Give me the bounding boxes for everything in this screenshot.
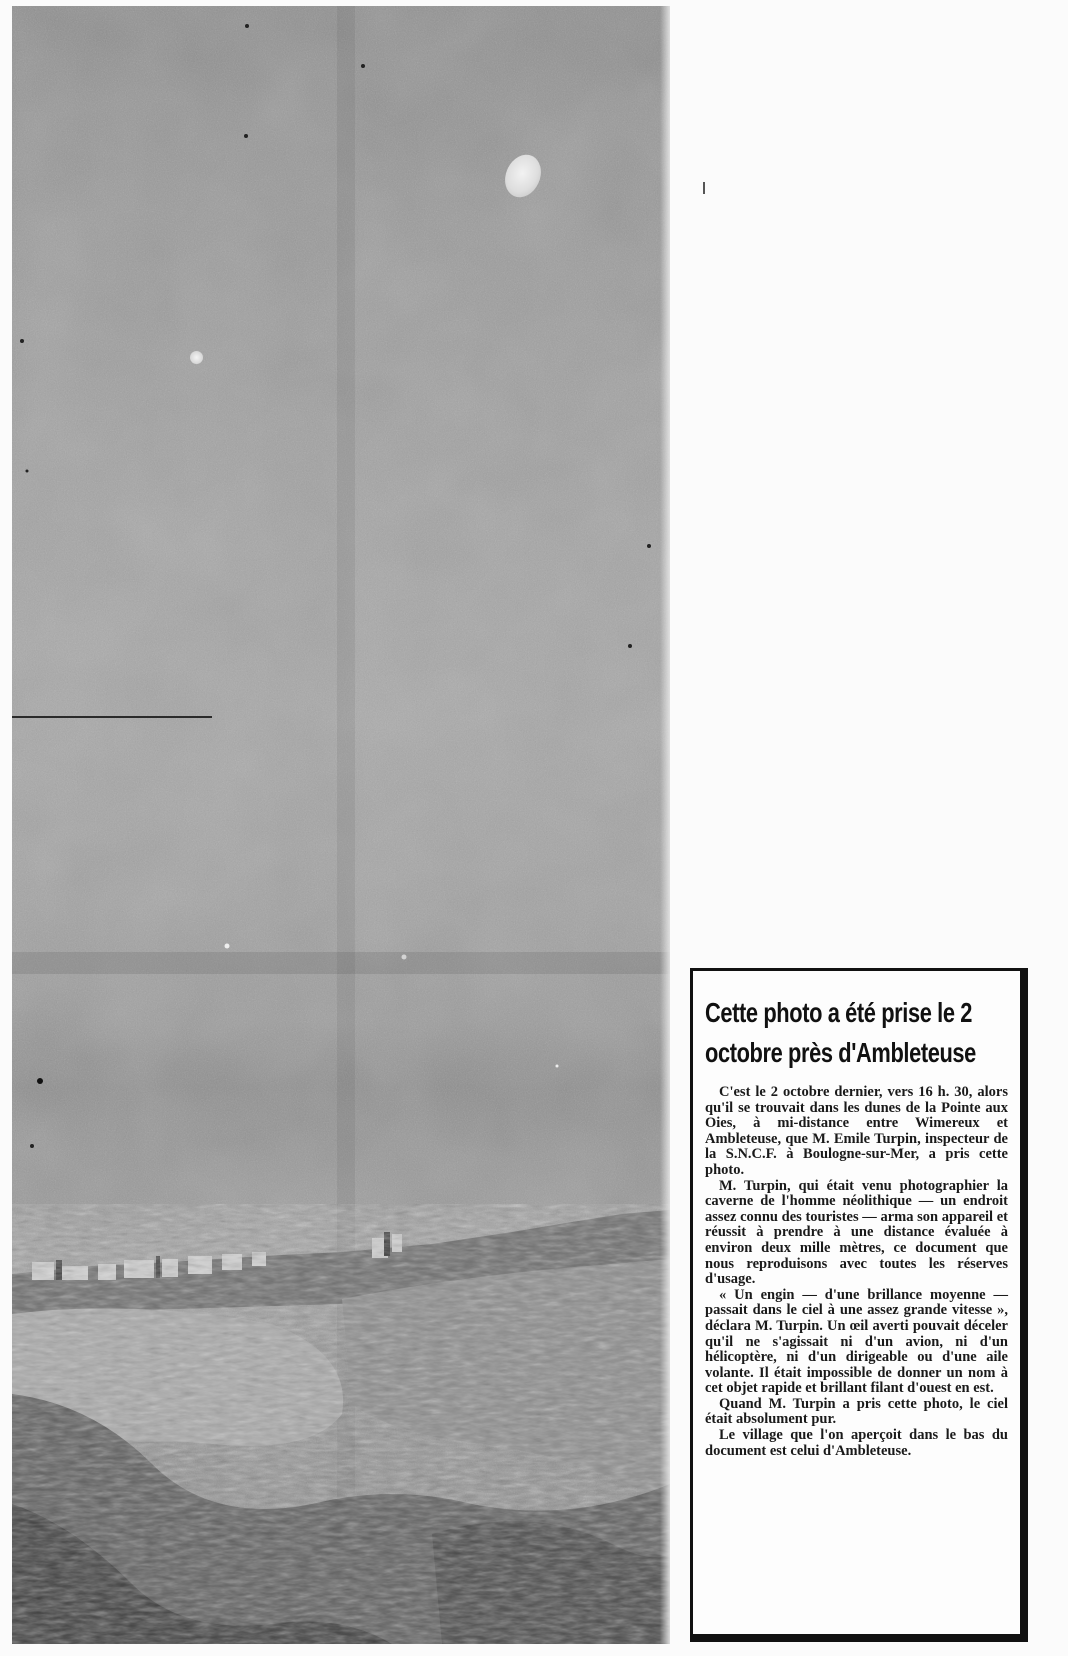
caption-paragraph: « Un engin — d'une brillance moyenne — passait dans le ciel à une assez grande vitesse », déclara M. Turpin. Un œil averti pouvait déceler qu'il ne s'agissait ni d'un avion, ni d'un hélicoptère, ni d'un dirigeable ou d'une aile volante. Il était impossible de donner un nom à cet objet rapide et brillant filant d'ouest en est. bbox=[705, 1286, 1008, 1397]
caption-paragraph: Quand M. Turpin a pris cette photo, le ciel était absolument pur. bbox=[705, 1395, 1008, 1428]
dunes-and-village bbox=[12, 1204, 670, 1644]
scan-line bbox=[12, 716, 212, 718]
caption-paragraph: Le village que l'on aperçoit dans le bas du document est celui d'Ambleteuse. bbox=[705, 1427, 1008, 1459]
photo-edge bbox=[660, 6, 670, 1644]
print-mark bbox=[703, 182, 705, 194]
caption-paragraph: M. Turpin, qui était venu photographier la caverne de l'homme néolithique — un endroit assez connu des touristes — arma son appareil et réussit à prendre à une distance évaluée à environ deux mille mètres, ce document que nous reproduisons avec toutes les réserves d'usage. bbox=[705, 1177, 1008, 1288]
caption-headline: Cette photo a été prise le 2 octobre près d'Ambleteuse bbox=[705, 997, 976, 1068]
photograph bbox=[12, 6, 670, 1644]
caption-box bbox=[690, 968, 1028, 1642]
horizon-band bbox=[12, 952, 670, 974]
caption-paragraph: C'est le 2 octobre dernier, vers 16 h. 30, alors qu'il se trouvait dans les dunes de la Pointe aux Oies, à mi-distance entre Wimereux et Ambleteuse, que M. Emile Turpin, inspecteur de la S.N.C.F. à Boulogne-sur-Mer, a pris cette photo. bbox=[705, 1084, 1008, 1178]
small-bright-object bbox=[190, 351, 203, 364]
caption-body bbox=[705, 1085, 1008, 1459]
